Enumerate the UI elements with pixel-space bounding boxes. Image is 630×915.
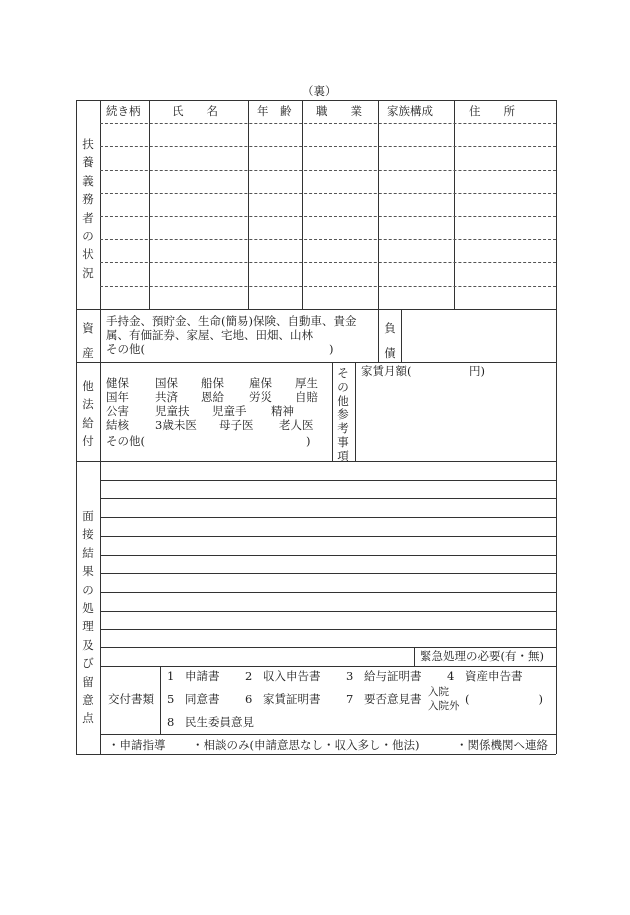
- benefit-item: 雇保: [249, 376, 272, 390]
- doc-application: 申請書: [185, 669, 220, 683]
- doc-salary-certificate: 給与証明書: [364, 669, 422, 683]
- emergency-need: 緊急処理の必要(有・無): [420, 649, 544, 663]
- benefit-item: 自賠: [295, 390, 318, 404]
- doc-number: 1: [167, 669, 175, 683]
- benefit-item: 共済: [155, 390, 178, 404]
- doc-consent: 同意書: [185, 692, 220, 706]
- assets-line-1: 手持金、預貯金、生命(簡易)保険、自動車、貴金: [106, 314, 357, 328]
- header-occupation: 職 業: [316, 104, 362, 118]
- doc-rent-certificate: 家賃証明書: [263, 692, 321, 706]
- monthly-rent: 家賃月額( 円): [361, 364, 485, 378]
- benefit-item: 労災: [249, 390, 272, 404]
- doc-number: 8: [167, 715, 175, 729]
- doc-number: 2: [245, 669, 253, 683]
- benefit-item: 船保: [201, 376, 224, 390]
- interview-section-label: 面接結果の処理及び留意点: [82, 509, 94, 726]
- benefit-item: 恩給: [201, 390, 224, 404]
- doc-number: 6: [245, 692, 253, 706]
- outcome-application-guidance: ・申請指導: [108, 738, 166, 752]
- header-relationship: 続き柄: [106, 104, 141, 118]
- assets-line-3: その他( ): [106, 342, 334, 356]
- doc-asset-declaration: 資産申告書: [465, 669, 523, 683]
- doc-parenthesis: ( ): [465, 692, 543, 706]
- debt-label: 負債: [384, 321, 396, 361]
- page-side-label: （裏）: [302, 84, 337, 98]
- doc-number: 5: [167, 692, 175, 706]
- benefit-item: 結核: [106, 418, 129, 432]
- header-age: 年 齢: [257, 104, 292, 118]
- issued-docs-label: 交付書類: [108, 692, 154, 706]
- benefit-item: 精神: [271, 404, 294, 418]
- benefit-item: 老人医: [279, 418, 314, 432]
- other-benefits-section-label: 他法給付: [82, 379, 94, 449]
- benefit-item: 3歳未医: [155, 418, 197, 432]
- benefit-item: 公害: [106, 404, 129, 418]
- benefit-item: 健保: [106, 376, 129, 390]
- assets-line-2: 属、有価証券、家屋、宅地、田畑、山林: [106, 328, 313, 342]
- benefits-other: その他( ): [106, 434, 311, 448]
- benefit-item: 国保: [155, 376, 178, 390]
- doc-number: 7: [346, 692, 354, 706]
- header-family: 家族構成: [387, 104, 433, 118]
- header-address: 住 所: [469, 104, 515, 118]
- benefit-item: 児童手: [212, 404, 247, 418]
- doc-income-declaration: 収入申告書: [263, 669, 321, 683]
- dependents-section-label: 扶養義務者の状況: [82, 137, 94, 280]
- benefit-item: 国年: [106, 390, 129, 404]
- outcome-contact-agency: ・関係機関へ連絡: [456, 738, 548, 752]
- outpatient-label: 入院外: [428, 700, 460, 712]
- other-reference-label: その他参考事項: [337, 366, 349, 463]
- benefit-item: 厚生: [295, 376, 318, 390]
- header-name: 氏 名: [172, 104, 218, 118]
- benefit-item: 母子医: [219, 418, 254, 432]
- outcome-consultation-only: ・相談のみ(申請意思なし・収入多し・他法): [192, 738, 420, 752]
- doc-number: 3: [346, 669, 354, 683]
- assets-section-label: 資産: [82, 321, 94, 361]
- doc-number: 4: [447, 669, 455, 683]
- doc-necessity-opinion: 要否意見書: [364, 692, 422, 706]
- doc-welfare-commissioner-opinion: 民生委員意見: [185, 715, 254, 729]
- inpatient-label: 入院: [428, 686, 449, 698]
- benefit-item: 児童扶: [155, 404, 190, 418]
